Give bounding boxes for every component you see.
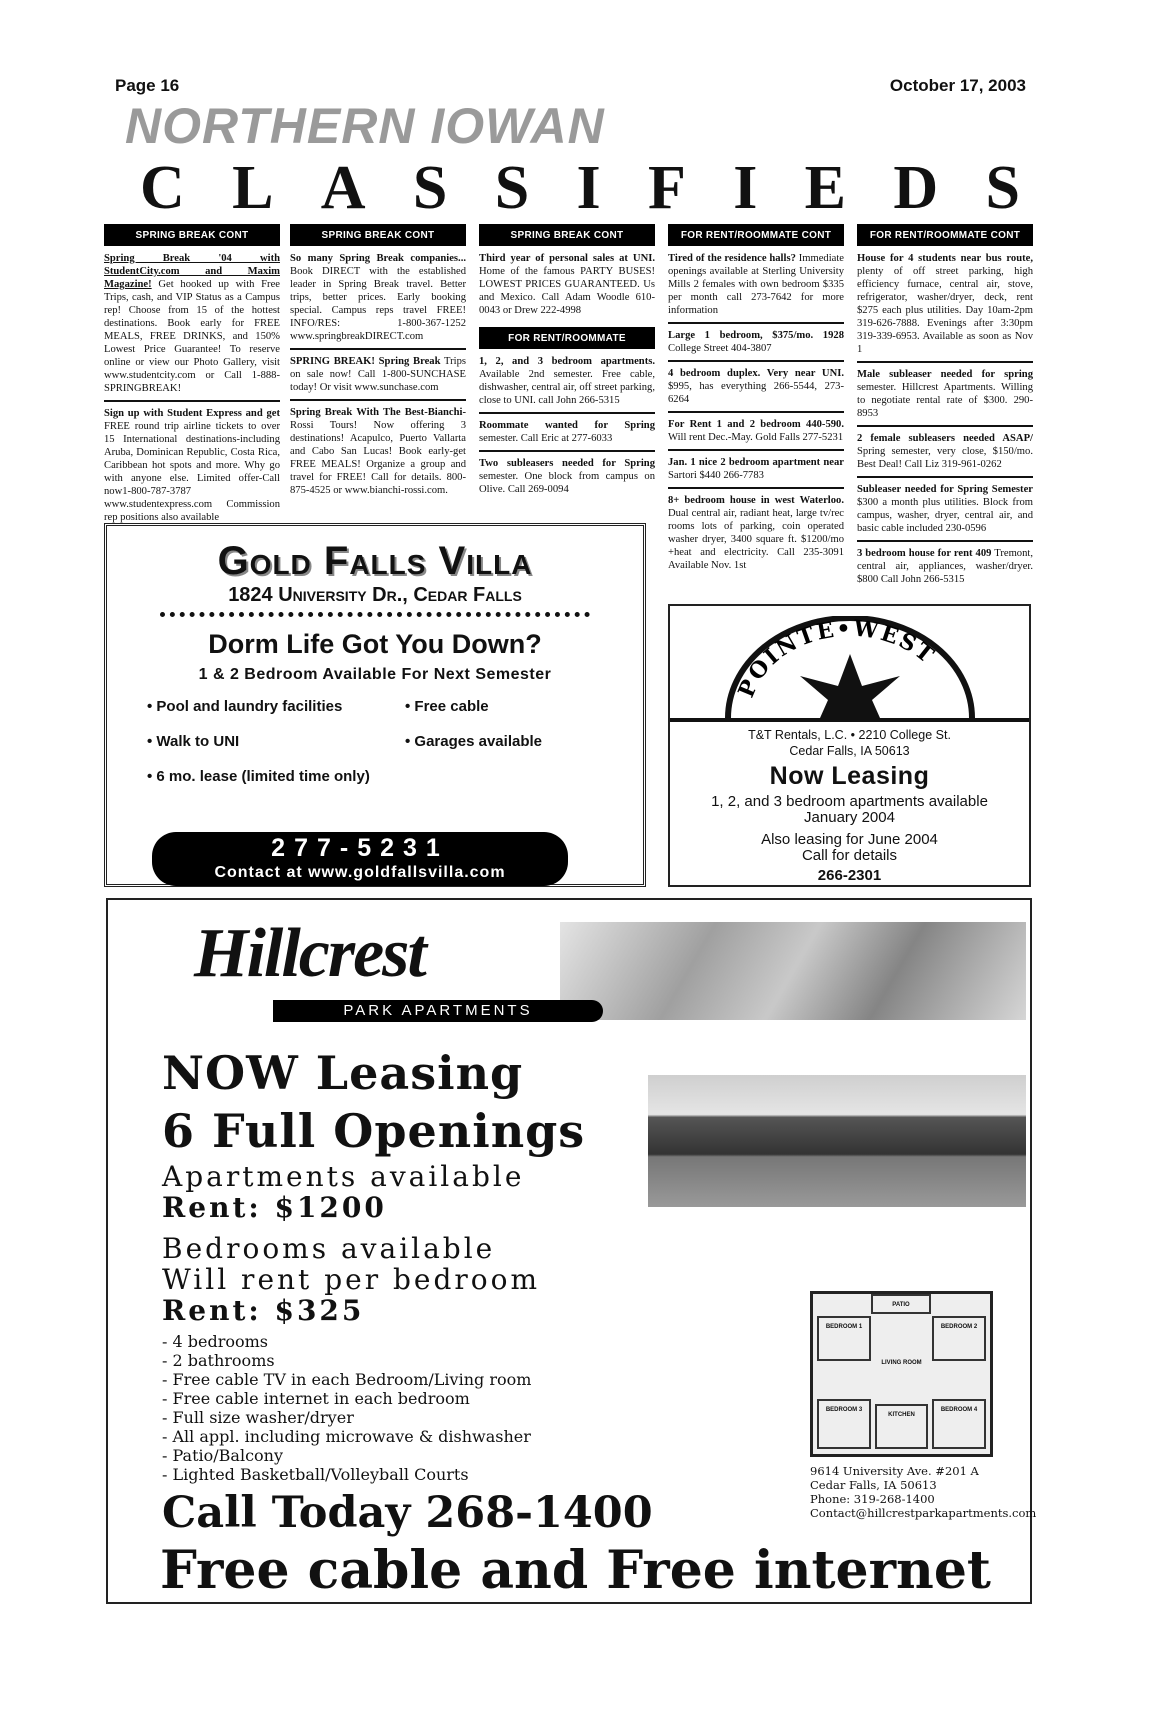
ad-headline: Now Leasing — [769, 762, 930, 790]
ad-lead: SPRING BREAK! Spring Break — [290, 356, 441, 367]
apartments-label: Apartments available — [162, 1160, 525, 1193]
ad-lead: Jan. 1 nice 2 bedroom apartment near — [668, 457, 844, 468]
room: BEDROOM 1 — [817, 1316, 871, 1361]
ad-lead: 8+ bedroom house in west Waterloo. — [668, 495, 844, 506]
classified-ad — [668, 252, 844, 324]
building-photo — [648, 1075, 1026, 1207]
ad-address: 1824 University Dr., Cedar Falls — [228, 584, 522, 606]
feature: - 2 bathrooms — [162, 1351, 275, 1370]
feature: • 6 mo. lease (limited time only) — [147, 768, 370, 785]
classified-ad — [857, 368, 1033, 427]
classified-ad — [104, 407, 280, 529]
feature: - All appl. including microwave & dishwasher — [162, 1427, 531, 1446]
gold-falls-villa-ad — [104, 523, 646, 887]
masthead-letter: F — [648, 154, 686, 222]
section-header: SPRING BREAK CONT — [290, 224, 466, 246]
logo-subtitle: PARK APARTMENTS — [273, 1000, 603, 1022]
room: BEDROOM 2 — [932, 1316, 986, 1361]
email[interactable]: Contact@hillcrestparkapartments.com — [810, 1506, 1037, 1520]
classified-ad — [668, 456, 844, 489]
masthead-letter: I — [576, 154, 601, 222]
ad-lead: 3 bedroom house for rent 409 — [857, 548, 992, 559]
aerial-photo — [560, 922, 1026, 1020]
classified-ad — [479, 457, 655, 501]
masthead-letter: E — [804, 154, 847, 222]
call-today: Call Today 268-1400 — [162, 1488, 653, 1538]
room: BEDROOM 3 — [817, 1399, 871, 1449]
masthead-letter: L — [232, 154, 274, 222]
room: PATIO — [871, 1294, 931, 1314]
classified-column — [668, 224, 844, 582]
street-address: 9614 University Ave. #201 A — [810, 1464, 979, 1478]
call-details: Call for details — [801, 847, 898, 864]
masthead-letter: S — [494, 154, 530, 222]
headline-openings: 6 Full Openings — [162, 1104, 586, 1158]
classified-ad — [857, 252, 1033, 363]
hillcrest-ad — [106, 898, 1037, 1604]
phone-number: 266-2301 — [817, 867, 882, 884]
bedrooms-label: Bedrooms available — [162, 1232, 496, 1265]
ad-body: plenty of off street parking, high efficiency furnace, central air, stove, refrigerator, washer/dryer, deck, rent $275 each plus utilities. Day 10am-2pm 319-626-7888. Evenings after 3:30pm 319-339-6953. Available as soon as Nov 1 — [857, 266, 1033, 355]
feature: - Free cable TV in each Bedroom/Living room — [162, 1370, 532, 1389]
classified-ad — [290, 252, 466, 350]
ad-lead: 4 bedroom duplex. Very near UNI. — [668, 368, 844, 379]
classified-ad — [857, 547, 1033, 591]
ad-body: Trips on sale now! Call 1-800-SUNCHASE today! Or visit www.sunchase.com — [290, 356, 466, 393]
ad-body: Spring semester, very close, $150/mo. Best Deal! Call Liz 319-961-0262 — [857, 446, 1033, 470]
phone: Phone: 319-268-1400 — [810, 1492, 935, 1506]
ad-lead: Spring Break '04 with StudentCity.com and Maxim Magazine! — [104, 253, 280, 290]
ad-lead: Sign up with Student Express and get — [104, 408, 280, 419]
ad-lead: For Rent 1 and 2 bedroom 440-590. — [668, 419, 844, 430]
classified-ad — [290, 355, 466, 401]
section-header: FOR RENT/ROOMMATE CONT — [668, 224, 844, 246]
masthead-letter: D — [893, 154, 939, 222]
classified-ad — [668, 329, 844, 362]
masthead-letter: A — [320, 154, 366, 222]
feature: • Pool and laundry facilities — [147, 698, 343, 715]
ad-body: Will rent Dec.-May. Gold Falls 277-5231 — [668, 432, 844, 443]
feature: - Free cable internet in each bedroom — [162, 1389, 470, 1408]
page-number: Page 16 — [115, 76, 180, 95]
ad-body: Tremont, central air, appliances, washer/dryer. $800 Call John 266-5315 — [857, 548, 1033, 585]
ad-lead: House for 4 students near bus route, — [857, 253, 1033, 264]
ad-lead: So many Spring Break companies... — [290, 253, 466, 264]
ad-body: semester. Hillcrest Apartments. Willing to negotiate rental rate of $300. 290-8953 — [857, 382, 1033, 419]
apartments-rent: Rent: $1200 — [162, 1191, 387, 1224]
masthead-letter: S — [412, 154, 448, 222]
classified-ad — [668, 367, 844, 413]
divider — [670, 718, 1029, 722]
floor-plan — [810, 1291, 993, 1457]
ad-body: $995, has everything 266-5544, 273-6264 — [668, 381, 844, 405]
bedrooms-note: Will rent per bedroom — [162, 1263, 541, 1296]
ad-lead: Third year of personal sales at UNI. — [479, 253, 655, 264]
masthead-letter: C — [140, 154, 185, 222]
pointe-west-logo — [720, 616, 980, 720]
headline-now-leasing: NOW Leasing — [162, 1046, 524, 1100]
ad-body: Rossi Tours! Now offering 3 destinations! Acapulco, Puerto Vallarta and Cabo San Lucas! Book early-get FREE MEALS! Organize a group and travel for FREE! Call for details. 800-875-4525 or www.bianchi-rossi.com. — [290, 420, 466, 496]
ad-lead: Large 1 bedroom, $375/mo. 1928 — [668, 330, 844, 341]
ad-body: College Street 404-3807 — [668, 343, 772, 354]
section-header: FOR RENT/ROOMMATE CONT — [857, 224, 1033, 246]
also-leasing: Also leasing for June 2004 — [761, 831, 938, 848]
ad-lead: 1, 2, and 3 bedroom apartments. — [479, 356, 655, 367]
bedrooms-rent: Rent: $325 — [162, 1294, 365, 1327]
city-zip: Cedar Falls, IA 50613 — [810, 1478, 937, 1492]
ad-headline: Dorm Life Got You Down? — [208, 629, 542, 659]
feature: - 4 bedrooms — [162, 1332, 269, 1351]
classified-ad — [857, 483, 1033, 542]
classified-ad — [857, 432, 1033, 478]
classified-ad — [479, 252, 655, 322]
ad-lead: Tired of the residence halls? — [668, 253, 796, 264]
classified-ad — [104, 252, 280, 402]
ad-lead: Subleaser needed for Spring Semester — [857, 484, 1033, 495]
feature: - Full size washer/dryer — [162, 1408, 354, 1427]
availability: 1, 2, and 3 bedroom apartments available — [711, 793, 988, 810]
company-address: T&T Rentals, L.C. • 2210 College St. — [748, 728, 951, 742]
masthead-letter: I — [733, 154, 758, 222]
ad-lead: Two subleasers needed for Spring — [479, 458, 655, 469]
free-cable-banner: Free cable and Free internet — [160, 1540, 991, 1601]
ad-body: Get hooked up with Free Trips, cash, and VIP Status as a Campus rep! Choose from 15 of the hottest destinations. Book early for FREE MEALS, FREE DRINKS, and 150% Lowest Price Guarantee! To reserve online or view our Photo Gallery, visit www.studentcity.com or Call 1-888-SPRINGBREAK! — [104, 279, 280, 394]
ad-body: semester. Call Eric at 277-6033 — [479, 433, 613, 444]
ad-body: Dual central air, radiant heat, large tv/rec rooms lots of parking, coin operated washer dryer, 3400 square ft. $1200/mo +heat and electricity. Call 235-3091 Available Nov. 1st — [668, 508, 844, 571]
classified-ad — [668, 494, 844, 577]
ad-body: FREE round trip airline tickets to over 15 International destinations-including Aruba, Dominican Republic, Costa Rica, Caribbean hot spots and more. Why go with anyone else. Limited offer-Call now1-800-787-3787 www.studentexpress.com Commission rep positions also available — [104, 421, 280, 523]
ad-lead: 2 female subleasers needed ASAP/ — [857, 433, 1033, 444]
ad-body: Available 2nd semester. Free cable, dishwasher, central air, off street parking, close to UNI. call John 266-5315 — [479, 369, 655, 406]
ad-title: Gold Falls Villa — [217, 539, 533, 583]
classified-ad — [290, 406, 466, 502]
feature: • Garages available — [405, 733, 542, 750]
feature: • Free cable — [405, 698, 489, 715]
classified-column — [857, 224, 1033, 596]
pointe-west-ad — [668, 604, 1031, 887]
classified-column — [290, 224, 466, 507]
masthead-letter: S — [985, 154, 1020, 222]
feature-list — [162, 1332, 531, 1484]
section-header: SPRING BREAK CONT — [104, 224, 280, 246]
masthead-newspaper-name: NORTHERN IOWAN — [125, 98, 605, 154]
dotted-divider — [160, 612, 590, 617]
ad-lead: Roommate wanted for Spring — [479, 420, 655, 431]
ad-subhead: 1 & 2 Bedroom Available For Next Semester — [198, 666, 552, 683]
ad-body: Home of the famous PARTY BUSES! LOWEST PRICES GUARANTEED. Us and Mexico. Call Adam Woodle 610-0043 or Drew 222-4998 — [479, 266, 655, 316]
ad-lead: Male subleaser needed for spring — [857, 369, 1033, 380]
feature: • Walk to UNI — [147, 733, 240, 750]
room: LIVING ROOM — [881, 1360, 922, 1366]
ad-body: Book DIRECT with the established leader in Spring Break travel. Better trips, better prices. Early booking special. Campus reps travel FREE! INFO/RES: 1-800-367-1252 www.springbreakDIRECT.com — [290, 266, 466, 342]
issue-date: October 17, 2003 — [889, 76, 1026, 95]
room: KITCHEN — [875, 1404, 928, 1449]
masthead-classifieds — [140, 156, 1020, 220]
ad-body: Sartori $440 266-7783 — [668, 470, 764, 481]
feature: - Lighted Basketball/Volleyball Courts — [162, 1465, 469, 1484]
section-header: FOR RENT/ROOMMATE — [479, 327, 655, 349]
feature: - Patio/Balcony — [162, 1446, 283, 1465]
phone-banner — [152, 832, 568, 886]
availability-date: January 2004 — [804, 809, 895, 826]
classified-ad — [479, 419, 655, 452]
contact-info — [810, 1464, 1036, 1520]
logo-text: POINTE•WEST — [733, 616, 940, 702]
classified-column — [479, 224, 655, 506]
ad-lead: Spring Break With The Best-Bianchi- — [290, 407, 466, 418]
classified-ad — [479, 355, 655, 414]
city-zip: Cedar Falls, IA 50613 — [789, 744, 910, 758]
classified-ad — [668, 418, 844, 451]
website-link[interactable]: Contact at www.goldfallsvilla.com — [214, 864, 506, 881]
section-header: SPRING BREAK CONT — [479, 224, 655, 246]
ad-body: semester. One block from campus on Olive. Call 269-0094 — [479, 471, 655, 495]
hillcrest-logo: Hillcrest — [194, 915, 425, 992]
ad-body: Immediate openings available at Sterling University Mills 2 females with own bedroom $335 per month call 273-7642 for more information — [668, 253, 845, 316]
room: BEDROOM 4 — [932, 1399, 986, 1449]
ad-body: $300 a month plus utilities. Block from campus, washer, dryer, central air, and basic cable included 230-0596 — [857, 497, 1033, 534]
phone-number: 277-5231 — [271, 834, 449, 862]
classified-column — [104, 224, 280, 534]
